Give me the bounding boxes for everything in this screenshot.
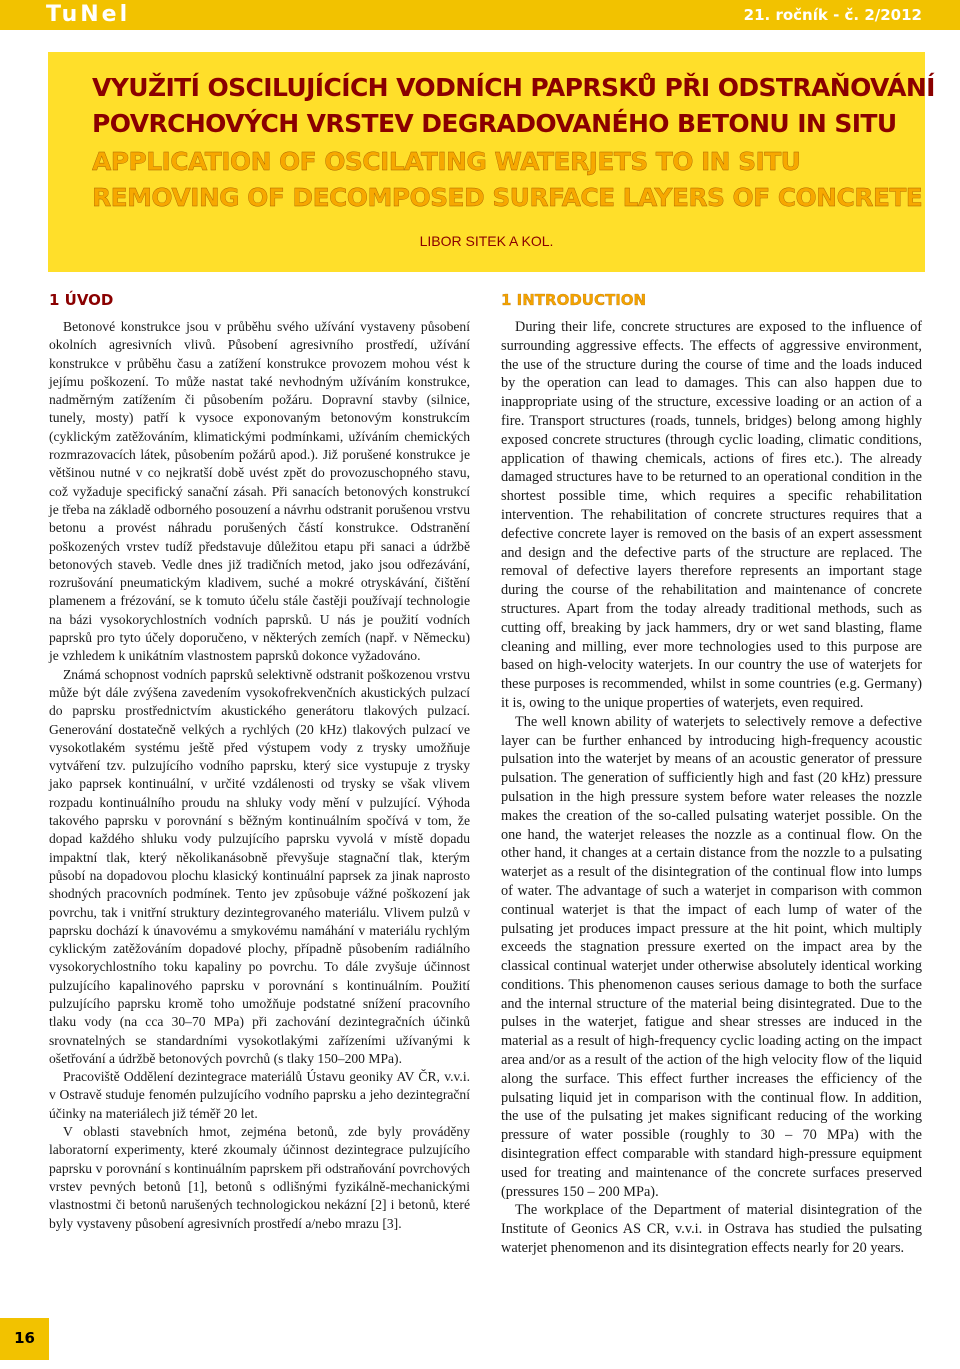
paragraph: V oblasti stavebních hmot, zejména betonů, zde byly prováděny laboratorní experimenty, které zkoumaly účinnost dezintegrace pulzujícího paprsku v porovnání s kontinuálním paprskem při odstraňování povrchových vrstev pevných betonů [1], betonů s odlišnými fyzikálně-mechanickými vlastnostmi či betonů narušených technologickou nekázní [2] i betonů, které byly vystaveny působení agresivních prostředí a/nebo mrazu [3]. — [49, 1124, 470, 1231]
title-en-line1: APPLICATION OF OSCILATING WATERJETS TO IN SITU — [92, 147, 801, 176]
title-box — [48, 52, 935, 272]
journal-logo: TuNel — [46, 2, 131, 27]
paragraph: Pracoviště Oddělení dezintegrace materiálů Ústavu geoniky AV ČR, v.v.i. v Ostravě studuje fenomén pulzujícího vodního paprsku a jeho dezintegrační účinky na materiálech již téměř 20 let. — [49, 1069, 470, 1121]
page-number: 16 — [14, 1329, 35, 1347]
section-heading-en: 1 INTRODUCTION — [501, 291, 647, 309]
paragraph: Známá schopnost vodních paprsků selektivně odstranit poškozenou vrstvu může být dále zvýšena zavedením vysokofrekvenčních akustických pulzací do paprsku prostřednictvím akustického generátoru tlakových pulzací. Generování dostatečně velkých a rychlých (20 kHz) tlakových pulzací ve vysokotlakém systému ještě před výstupem vody z trysky umožňuje vytváření tzv. pulzujícího vodního paprsku, který sice vystupuje z trysky jako paprsek kontinuální, v určité vzdálenosti od trysky se však vlivem rozpadu kontinuálního proudu na shluky vody mění v pulzující. Výhoda takového paprsku v porovnání s běžným kontinuálním spočívá v tom, že dopad každého shluku vody pulzujícího paprsku vyvolá v místě dopadu impaktní tlak, který několikanásobně převyšuje stagnační tlak, kterým působí na dopadovou plochu klasický kontinuální paprsek za jinak naprosto shodných pracovních podmínek. Tento jev způsobuje vážné poškození jak povrchu, tak i vnitřní struktury dezintegrovaného materiálu. Vlivem pulzů v paprsku dochází k únavovému a smykovému namáhání v materiálu rychlým cyklickým zatěžováním dopadové plochy, případně působením radiálního vysokorychlostního toku kapaliny po povrchu. To dále zvyšuje účinnost pulzujícího kapalinového paprsku v porovnání s kontinuálním. Použití pulzujícího paprsku kromě toho umožňuje podstatné snížení pracovního tlaku vody (na cca 30–70 MPa) při zachování dezintegračních účinků srovnatelných se standardními vysokotlakými zařízeními užívanými k ošetřování a údržbě betonových povrchů (s tlaky 150–200 MPa). — [49, 666, 470, 1066]
title-cz-line2: POVRCHOVÝCH VRSTEV DEGRADOVANÉHO BETONU IN SITU — [92, 109, 897, 138]
header-bar — [0, 0, 960, 30]
authors: LIBOR SITEK A KOL. — [419, 233, 554, 249]
title-en-line2: REMOVING OF DECOMPOSED SURFACE LAYERS OF CONCRETE — [92, 183, 923, 212]
english-column — [501, 290, 922, 1258]
paragraph: The workplace of the Department of material disintegration of the Institute of Geonics AS CR, v.v.i. in Ostrava has studied the pulsating waterjet phenomenon and its disintegration effects nearly for 20 years. — [501, 1202, 922, 1257]
issue-label: 21. ročník - č. 2/2012 — [743, 6, 922, 24]
section-heading-cz: 1 ÚVOD — [49, 291, 114, 309]
paragraph: Betonové konstrukce jsou v průběhu svého užívání vystaveny působení okolních agresivních vlivů. Působení agresivního prostředí, užívání konstrukce v průběhu času a zatížení konstrukce provozem mohou vést k jejímu poškození. To může nastat také nevhodným užíváním konstrukce, nadměrným zatížením či působením požáru. Dopravní stavby (silnice, tunely, mosty) patří k vysoce exponovaným betonovým konstrukcím (cyklickým zatěžováním, klimatickými podmínkami, užíváním chemických rozmrazovacích látek, působením požárů apod.). Již porušené konstrukce je většinou nutné v co nejkratší době uvést zpět do provozuschopného stavu, což vyžaduje specifický sanační zásah. Při sanacích betonových konstrukcí je třeba na základě odborného posouzení a návrhu odstranit porušenou vrstvu betonu a provést náhradu porušených částí konstrukce. Odstranění poškozených vrstev tudíž představuje důležitou etapu při sanaci a údržbě betonových staveb. Vedle dnes již tradičních metod, jako jsou odřezávání, rozrušování pneumatickým kladivem, suché a mokré otryskávání, čištění plamenem a frézování, se k tomuto účelu stále častěji používají technologie na bázi vysokorychlostních vodních paprsků. U nás je použití vodních paprsků pro tyto účely doporučeno, v některých zemích (např. v Německu) je vzhledem k unikátním vlastnostem paprsků dokonce vyžadováno. — [49, 319, 470, 664]
czech-column — [49, 290, 470, 1233]
page-number-tab — [0, 1318, 49, 1360]
paragraph: The well known ability of waterjets to selectively remove a defective layer can be further enhanced by introducing high-frequency acoustic pulsation into the waterjet by means of an acoustic generator of pressure pulsation. The generation of sufficiently high and fast (20 kHz) pressure pulsation in the high pressure system before water releases the nozzle makes the creation of the so-called pulsating waterjet possible. On the one hand, the waterjet releases the nozzle as a continual flow. On the other hand, it changes at a certain distance from the nozzle to a pulsating waterjet as a result of the disintegration of the continual flow into lumps of water. The advantage of such a waterjet in comparison with common continual waterjet is that the impact of each lump of water of the pulsating jet produces impact pressure at the hit point, which multiply exceeds the stagnation pressure exerted on the impact area by the classical continual waterjet under otherwise absolutely identical working conditions. This phenomenon causes serious damage to both the surface and the internal structure of the material being disintegrated. Due to the pulses in the waterjet, fatigue and shear stresses are induced in the material as a result of high-frequency cyclic loading acting on the impact area and/or as a result of the action of the high velocity flow of the liquid along the surface. This effect further increases the efficiency of the pulsating liquid jet in comparison with the continual flow. In addition, the use of the pulsating jet makes significant reducing of the working pressure of water possible (roughly to 30 – 70 MPa) with the disintegration effect comparable with standard high-pressure equipment used for treating and maintenance of the concrete surfaces preserved (pressures 150 – 200 MPa). — [501, 713, 922, 1200]
title-cz-line1: VYUŽITÍ OSCILUJÍCÍCH VODNÍCH PAPRSKŮ PŘI ODSTRAŇOVÁNÍ — [92, 73, 935, 102]
paragraph: During their life, concrete structures are exposed to the influence of surrounding aggressive effects. The effects of aggressive environment, the use of the structure during the course of time and the loads induced by the operation can lead to damages. This can also happen due to inappropriate using of the structure, excessive loading or an action of a fire. Transport structures (roads, tunnels, bridges) belong among highly exposed concrete structures (through cyclic loading, climatic conditions, application of thawing chemicals, actions of fires etc.). The already damaged structures have to be returned to an operational condition in the shortest possible time, which requires a specific rehabilitation intervention. The rehabilitation of concrete structures requires that a defective concrete layer is removed on the basis of an expert assessment and design and the defective parts of the structure are replaced. The removal of defective layers therefore represents an important stage during the course of the rehabilitation and maintenance of concrete structures. Apart from the today already traditional methods, such as cutting off, breaking by jack hammers, dry or wet sand blasting, flame cleaning and milling, ever more technologies used to this purpose are based on high-velocity waterjets. In our country the use of waterjets for these purposes is recommended, whilst in some countries (e.g. Germany) it is, owing to the unique properties of waterjets, even required. — [501, 319, 922, 711]
